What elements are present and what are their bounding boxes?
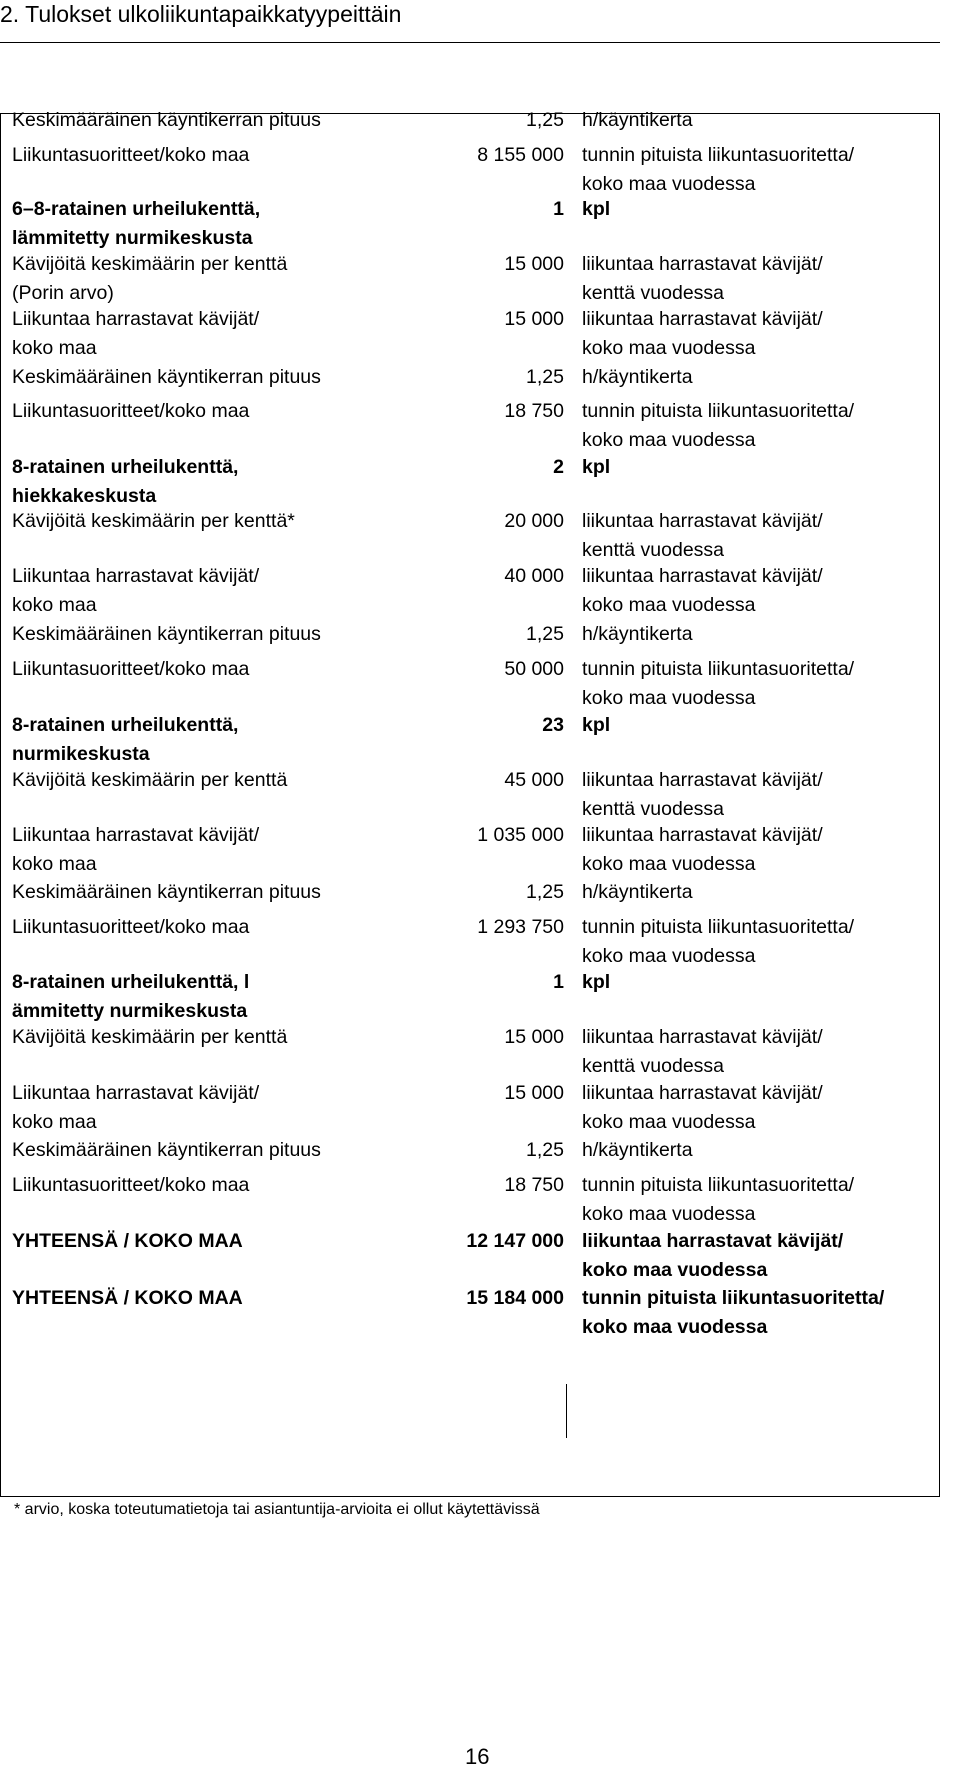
row-label: Kävijöitä keskimäärin per kenttä <box>12 1026 288 1048</box>
row-value: 1 293 750 <box>477 916 564 938</box>
row-unit: tunnin pituista liikuntasuoritetta/ koko maa vuodessa <box>582 400 855 451</box>
row-label: 8-ratainen urheilukenttä, l ämmitetty nurmikeskusta <box>12 971 250 1022</box>
row-unit: kpl <box>582 456 611 478</box>
row-unit: kpl <box>582 198 611 220</box>
row-value: 18 750 <box>504 400 564 422</box>
row-value: 20 000 <box>504 510 564 532</box>
row-value: 15 184 000 <box>466 1287 564 1309</box>
row-value: 2 <box>553 456 564 478</box>
row-label: Liikuntasuoritteet/koko maa <box>12 400 250 422</box>
row-label: Liikuntaa harrastavat kävijät/ koko maa <box>12 565 260 616</box>
footnote: * arvio, koska toteutumatietoja tai asiantuntija-arvioita ei ollut käytettävissä <box>14 1501 540 1518</box>
row-value: 23 <box>542 714 564 736</box>
row-value: 1 <box>553 971 564 993</box>
row-label: Keskimääräinen käyntikerran pituus <box>12 623 321 645</box>
row-value: 18 750 <box>504 1174 564 1196</box>
row-label: 8-ratainen urheilukenttä, nurmikeskusta <box>12 714 239 765</box>
row-unit: liikuntaa harrastavat kävijät/ koko maa vuodessa <box>582 565 823 616</box>
row-unit: liikuntaa harrastavat kävijät/ kenttä vuodessa <box>582 1026 823 1077</box>
row-label: Liikuntaa harrastavat kävijät/ koko maa <box>12 824 260 875</box>
row-label: Keskimääräinen käyntikerran pituus <box>12 881 321 903</box>
row-value: 15 000 <box>504 1026 564 1048</box>
row-value: 1,25 <box>526 881 564 903</box>
row-unit: h/käyntikerta <box>582 366 693 388</box>
page-header <box>0 0 940 43</box>
row-label: Keskimääräinen käyntikerran pituus <box>12 1139 321 1161</box>
row-unit: liikuntaa harrastavat kävijät/ kenttä vuodessa <box>582 769 823 820</box>
section-title: 2. Tulokset ulkoliikuntapaikkatyypeittäin <box>0 1 402 27</box>
row-value: 1,25 <box>526 109 564 131</box>
row-value: 1,25 <box>526 623 564 645</box>
row-value: 1,25 <box>526 1139 564 1161</box>
row-unit: kpl <box>582 714 611 736</box>
row-label: Liikuntaa harrastavat kävijät/ koko maa <box>12 1082 260 1133</box>
row-value: 1 035 000 <box>477 824 564 846</box>
page-number: 16 <box>465 1744 490 1769</box>
row-label: Liikuntasuoritteet/koko maa <box>12 1174 250 1196</box>
row-unit: tunnin pituista liikuntasuoritetta/ koko maa vuodessa <box>582 916 855 967</box>
row-label: Liikuntasuoritteet/koko maa <box>12 658 250 680</box>
row-value: 15 000 <box>504 253 564 275</box>
row-unit: liikuntaa harrastavat kävijät/ koko maa vuodessa <box>582 1230 844 1281</box>
row-label: Keskimääräinen käyntikerran pituus <box>12 109 321 131</box>
row-label: Liikuntasuoritteet/koko maa <box>12 916 250 938</box>
row-label: 6–8-ratainen urheilukenttä, lämmitetty nurmikeskusta <box>12 198 261 249</box>
row-unit: liikuntaa harrastavat kävijät/ kenttä vuodessa <box>582 253 823 304</box>
row-label: Keskimääräinen käyntikerran pituus <box>12 366 321 388</box>
row-unit: h/käyntikerta <box>582 623 693 645</box>
row-label: Kävijöitä keskimäärin per kenttä* <box>12 510 295 532</box>
row-value: 15 000 <box>504 308 564 330</box>
row-label: YHTEENSÄ / KOKO MAA <box>12 1287 243 1309</box>
row-unit: tunnin pituista liikuntasuoritetta/ koko maa vuodessa <box>582 658 855 709</box>
row-unit: tunnin pituista liikuntasuoritetta/ koko maa vuodessa <box>582 1174 855 1225</box>
row-label: 8-ratainen urheilukenttä, hiekkakeskusta <box>12 456 239 507</box>
row-value: 12 147 000 <box>466 1230 564 1252</box>
row-value: 8 155 000 <box>477 144 564 166</box>
row-value: 40 000 <box>504 565 564 587</box>
row-value: 45 000 <box>504 769 564 791</box>
row-value: 1 <box>553 198 564 220</box>
row-value: 50 000 <box>504 658 564 680</box>
row-label: Liikuntasuoritteet/koko maa <box>12 144 250 166</box>
row-label: Kävijöitä keskimäärin per kenttä <box>12 769 288 791</box>
row-unit: liikuntaa harrastavat kävijät/ koko maa vuodessa <box>582 1082 823 1133</box>
row-unit: h/käyntikerta <box>582 109 693 131</box>
row-unit: h/käyntikerta <box>582 1139 693 1161</box>
row-label: Kävijöitä keskimäärin per kenttä (Porin arvo) <box>12 253 288 304</box>
row-unit: liikuntaa harrastavat kävijät/ koko maa vuodessa <box>582 308 823 359</box>
row-value: 15 000 <box>504 1082 564 1104</box>
row-unit: tunnin pituista liikuntasuoritetta/ koko maa vuodessa <box>582 144 855 195</box>
row-unit: h/käyntikerta <box>582 881 693 903</box>
table-column-divider <box>566 1384 567 1438</box>
row-unit: liikuntaa harrastavat kävijät/ kenttä vuodessa <box>582 510 823 561</box>
row-unit: kpl <box>582 971 611 993</box>
row-label: YHTEENSÄ / KOKO MAA <box>12 1230 243 1252</box>
row-value: 1,25 <box>526 366 564 388</box>
row-label: Liikuntaa harrastavat kävijät/ koko maa <box>12 308 260 359</box>
row-unit: liikuntaa harrastavat kävijät/ koko maa vuodessa <box>582 824 823 875</box>
row-unit: tunnin pituista liikuntasuoritetta/ koko maa vuodessa <box>582 1287 885 1338</box>
